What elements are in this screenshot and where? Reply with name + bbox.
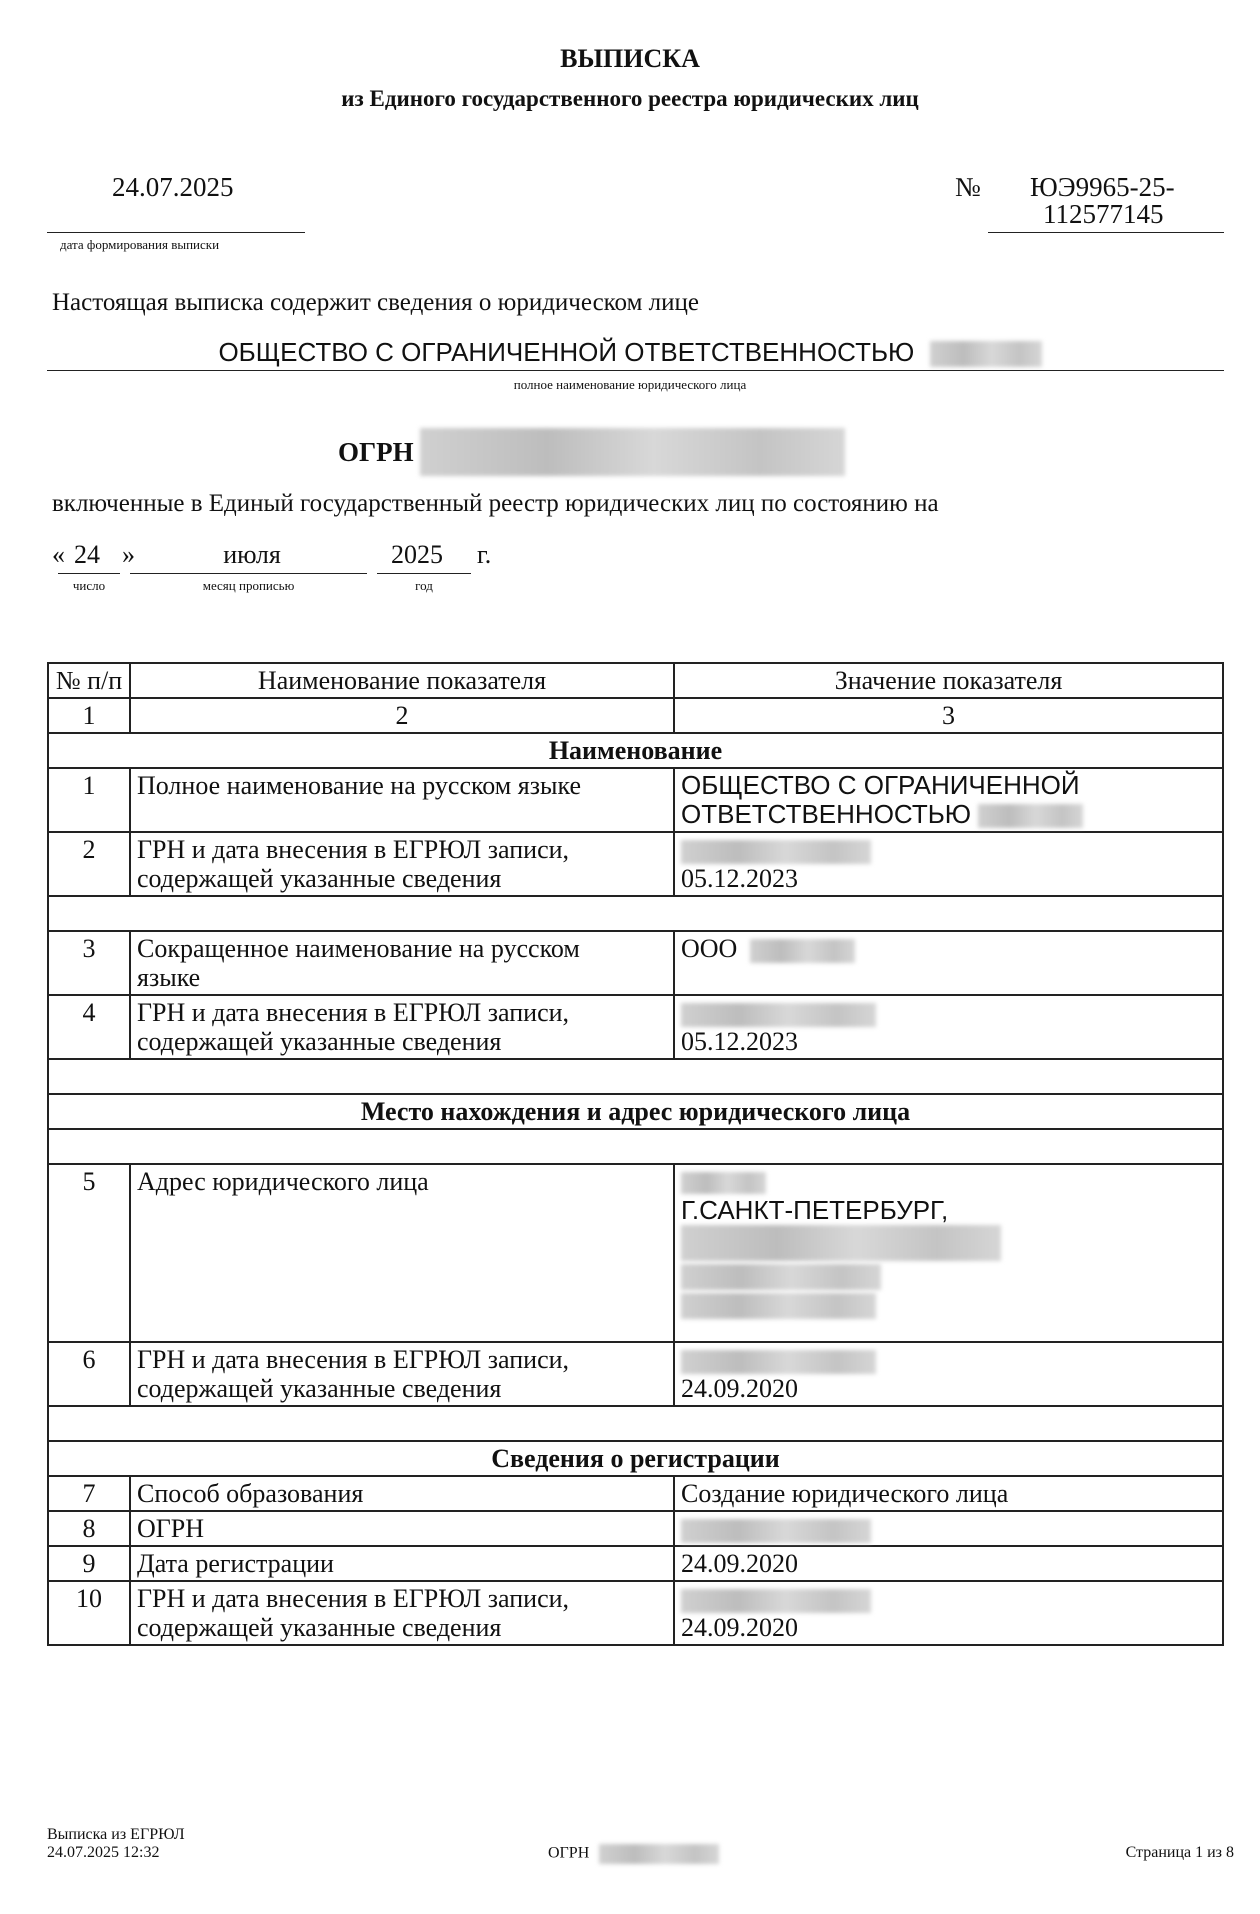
row-value: 05.12.2023 bbox=[674, 995, 1223, 1059]
row-num: 3 bbox=[48, 931, 130, 995]
empty-row bbox=[48, 896, 1223, 931]
redacted-name bbox=[930, 341, 1042, 367]
row-name: Сокращенное наименование на русском языке bbox=[130, 931, 674, 995]
row-value: ООО bbox=[674, 931, 1223, 995]
row-num: 10 bbox=[48, 1581, 130, 1645]
table-header-row bbox=[48, 663, 1223, 698]
row-value: 24.09.2020 bbox=[674, 1546, 1223, 1581]
table-row bbox=[48, 995, 1223, 1059]
redacted-ogrn bbox=[420, 428, 845, 476]
footer-left bbox=[47, 1826, 185, 1862]
row-name: ГРН и дата внесения в ЕГРЮЛ записи, содержащей указанные сведения bbox=[130, 1342, 674, 1406]
table-row bbox=[48, 1581, 1223, 1645]
month-caption: месяц прописью bbox=[202, 578, 295, 593]
header-indicator: Наименование показателя bbox=[130, 663, 674, 698]
row-num: 4 bbox=[48, 995, 130, 1059]
row-name: Дата регистрации bbox=[130, 1546, 674, 1581]
table-row bbox=[48, 931, 1223, 995]
footer-ogrn bbox=[548, 1844, 719, 1864]
row-value: 24.09.2020 bbox=[674, 1342, 1223, 1406]
footer-doc-label: Выписка из ЕГРЮЛ bbox=[47, 1826, 185, 1843]
row-name: ГРН и дата внесения в ЕГРЮЛ записи, содержащей указанные сведения bbox=[130, 832, 674, 896]
table-row bbox=[48, 1511, 1223, 1546]
egrul-table bbox=[47, 662, 1224, 1646]
day-caption: число bbox=[72, 578, 106, 593]
table-row bbox=[48, 1476, 1223, 1511]
colnum-3: 3 bbox=[674, 698, 1223, 733]
org-full-name bbox=[0, 337, 1260, 368]
table-colnum-row bbox=[48, 698, 1223, 733]
row-num: 6 bbox=[48, 1342, 130, 1406]
footer-timestamp: 24.07.2025 12:32 bbox=[47, 1844, 160, 1861]
section-title: Наименование bbox=[48, 733, 1223, 768]
table-row bbox=[48, 1546, 1223, 1581]
table-row bbox=[48, 1342, 1223, 1406]
value-line: ОТВЕТСТВЕННОСТЬЮ bbox=[681, 800, 1216, 829]
extract-date-caption: дата формирования выписки bbox=[60, 237, 220, 252]
header-num: № п/п bbox=[48, 663, 130, 698]
colnum-1: 1 bbox=[48, 698, 130, 733]
row-name: Способ образования bbox=[130, 1476, 674, 1511]
day-value: 24 bbox=[74, 540, 100, 569]
row-name: ОГРН bbox=[130, 1511, 674, 1546]
row-value: 24.09.2020 bbox=[674, 1581, 1223, 1645]
footer-ogrn-label: ОГРН bbox=[548, 1844, 590, 1862]
document-subtitle: из Единого государственного реестра юридических лиц bbox=[341, 86, 919, 111]
row-value: Создание юридического лица bbox=[674, 1476, 1223, 1511]
day-open-quote: « bbox=[52, 540, 65, 569]
row-num: 8 bbox=[48, 1511, 130, 1546]
section-title: Место нахождения и адрес юридического лица bbox=[48, 1094, 1223, 1129]
row-name: Адрес юридического лица bbox=[130, 1164, 674, 1342]
year-caption: год bbox=[415, 578, 433, 593]
extract-date: 24.07.2025 bbox=[112, 172, 234, 202]
table-row bbox=[48, 832, 1223, 896]
table-row bbox=[48, 768, 1223, 832]
row-name: Полное наименование на русском языке bbox=[130, 768, 674, 832]
value-line: ОБЩЕСТВО С ОГРАНИЧЕННОЙ bbox=[681, 770, 1080, 800]
intro-text: Настоящая выписка содержит сведения о юридическом лице bbox=[52, 289, 699, 316]
section-naming bbox=[48, 733, 1223, 768]
section-title: Сведения о регистрации bbox=[48, 1441, 1223, 1476]
row-num: 9 bbox=[48, 1546, 130, 1581]
row-value bbox=[674, 1164, 1223, 1342]
ogrn-label: ОГРН bbox=[338, 437, 414, 467]
row-name: ГРН и дата внесения в ЕГРЮЛ записи, содержащей указанные сведения bbox=[130, 995, 674, 1059]
number-symbol: № bbox=[955, 172, 981, 202]
month-value: июля bbox=[223, 540, 281, 569]
row-value bbox=[674, 1511, 1223, 1546]
org-name-text: ОБЩЕСТВО С ОГРАНИЧЕННОЙ ОТВЕТСТВЕННОСТЬЮ bbox=[218, 337, 915, 367]
colnum-2: 2 bbox=[130, 698, 674, 733]
empty-row bbox=[48, 1406, 1223, 1441]
org-name-caption: полное наименование юридического лица bbox=[513, 377, 747, 392]
address-city: Г.САНКТ-ПЕТЕРБУРГ, bbox=[681, 1195, 949, 1226]
document-title: ВЫПИСКА bbox=[560, 44, 700, 73]
header-value: Значение показателя bbox=[674, 663, 1223, 698]
day-close-quote: » bbox=[122, 540, 135, 569]
extract-number-line1: ЮЭ9965-25- bbox=[1030, 172, 1175, 202]
row-name: ГРН и дата внесения в ЕГРЮЛ записи, содержащей указанные сведения bbox=[130, 1581, 674, 1645]
row-num: 1 bbox=[48, 768, 130, 832]
year-suffix: г. bbox=[477, 540, 492, 569]
row-value bbox=[674, 768, 1223, 832]
section-address bbox=[48, 1094, 1223, 1129]
year-value: 2025 bbox=[391, 540, 443, 569]
included-text: включенные в Единый государственный реестр юридических лиц по состоянию на bbox=[52, 490, 939, 517]
footer-page-number: Страница 1 из 8 bbox=[1125, 1844, 1234, 1861]
section-registration bbox=[48, 1441, 1223, 1476]
row-num: 7 bbox=[48, 1476, 130, 1511]
row-num: 5 bbox=[48, 1164, 130, 1342]
row-num: 2 bbox=[48, 832, 130, 896]
extract-number-line2: 112577145 bbox=[1043, 199, 1164, 229]
table-row bbox=[48, 1164, 1223, 1342]
empty-row bbox=[48, 1059, 1223, 1094]
row-value: 05.12.2023 bbox=[674, 832, 1223, 896]
empty-row bbox=[48, 1129, 1223, 1164]
